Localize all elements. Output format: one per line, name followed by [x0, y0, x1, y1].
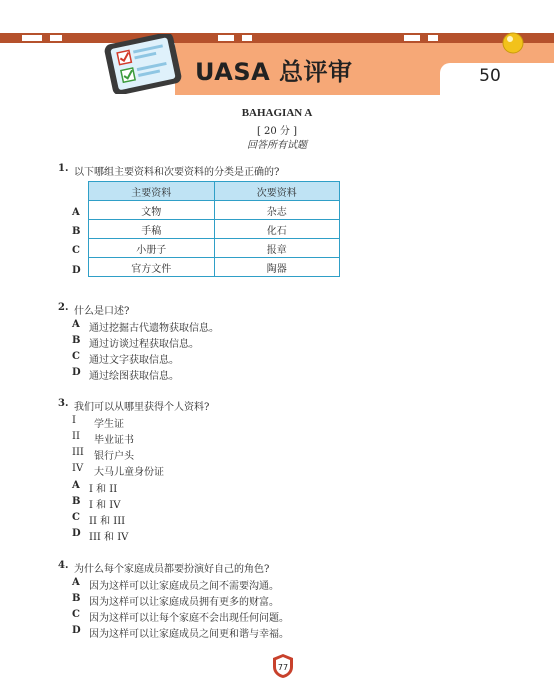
footer-page-number: 77: [277, 663, 289, 672]
section-title: BAHAGIAN A: [241, 107, 313, 119]
tablet-checklist-icon: [100, 34, 184, 94]
page-tab-number: 50: [479, 66, 501, 86]
table-cell-primary: 文物: [89, 201, 215, 220]
statement-text: 大马儿童身份证: [94, 467, 164, 478]
option-letter: D: [72, 367, 81, 378]
stripe-dash: [218, 35, 234, 41]
table-cell-secondary: 杂志: [214, 201, 340, 220]
stripe-dash: [242, 35, 252, 41]
option-text: II 和 III: [89, 516, 126, 527]
table-cell-secondary: 化石: [214, 220, 340, 239]
option-text: 通过文字获取信息。: [89, 355, 179, 366]
option-text: I 和 IV: [89, 500, 121, 511]
table-cell-primary: 手稿: [89, 220, 215, 239]
statement-text: 学生证: [94, 419, 124, 430]
stripe-dash: [404, 35, 420, 41]
statement-numeral: III: [72, 447, 84, 458]
table-header-primary: 主要资料: [89, 182, 215, 201]
statement-numeral: IV: [72, 463, 84, 474]
option-text: 通过访谈过程获取信息。: [89, 339, 199, 350]
table-cell-secondary: 报章: [214, 239, 340, 258]
row-letter: C: [72, 245, 80, 256]
option-text: 因为这样可以让家庭成员之间更和谐与幸福。: [89, 629, 289, 640]
page-number-badge: [271, 653, 295, 679]
table-cell-primary: 官方文件: [89, 258, 215, 277]
option-letter: A: [72, 480, 80, 491]
option-letter: D: [72, 528, 81, 539]
option-text: I 和 II: [89, 484, 118, 495]
row-letter: D: [72, 265, 81, 276]
question-text: 什么是口述?: [74, 306, 130, 317]
table-row: [89, 201, 340, 220]
table-row: [89, 239, 340, 258]
row-letter: B: [72, 226, 81, 237]
stripe-dash: [22, 35, 42, 41]
question-number: 2.: [58, 302, 69, 313]
option-letter: C: [72, 609, 80, 620]
option-text: 通过绘图获取信息。: [89, 371, 179, 382]
option-letter: C: [72, 512, 80, 523]
statement-numeral: I: [72, 415, 76, 426]
header-stripe: [0, 33, 554, 43]
table-row: [89, 258, 340, 277]
option-text: 因为这样可以让家庭成员拥有更多的财富。: [89, 597, 279, 608]
option-letter: A: [72, 319, 80, 330]
section-instruction: 回答所有试题: [247, 140, 307, 151]
classification-table: [88, 181, 340, 277]
option-letter: A: [72, 577, 80, 588]
table-header-row: [89, 182, 340, 201]
statement-text: 银行户头: [94, 451, 134, 462]
table-header-secondary: 次要资料: [214, 182, 340, 201]
stripe-dash: [428, 35, 438, 41]
table-cell-secondary: 陶器: [214, 258, 340, 277]
row-letter: A: [72, 207, 80, 218]
option-text: III 和 IV: [89, 532, 129, 543]
option-text: 通过挖掘古代遗物获取信息。: [89, 323, 219, 334]
option-letter: C: [72, 351, 80, 362]
option-text: 因为这样可以让家庭成员之间不需要沟通。: [89, 581, 279, 592]
stripe-dash: [50, 35, 62, 41]
option-letter: B: [72, 496, 81, 507]
question-number: 3.: [58, 398, 69, 409]
question-text: 为什么每个家庭成员都要扮演好自己的角色?: [74, 564, 270, 575]
option-text: 因为这样可以让每个家庭不会出现任何问题。: [89, 613, 289, 624]
option-letter: D: [72, 625, 81, 636]
statement-numeral: II: [72, 431, 80, 442]
page-title: UASA 总评审: [195, 58, 353, 86]
table-cell-primary: 小册子: [89, 239, 215, 258]
question-text: 我们可以从哪里获得个人资料?: [74, 402, 210, 413]
option-letter: B: [72, 335, 81, 346]
question-number: 4.: [58, 560, 69, 571]
pin-icon: [501, 31, 525, 55]
question-number: 1.: [58, 163, 69, 174]
table-row: [89, 220, 340, 239]
option-letter: B: [72, 593, 81, 604]
question-text: 以下哪组主要资料和次要资料的分类是正确的?: [74, 167, 280, 178]
section-marks: [ 20 分 ]: [256, 126, 298, 137]
statement-text: 毕业证书: [94, 435, 134, 446]
